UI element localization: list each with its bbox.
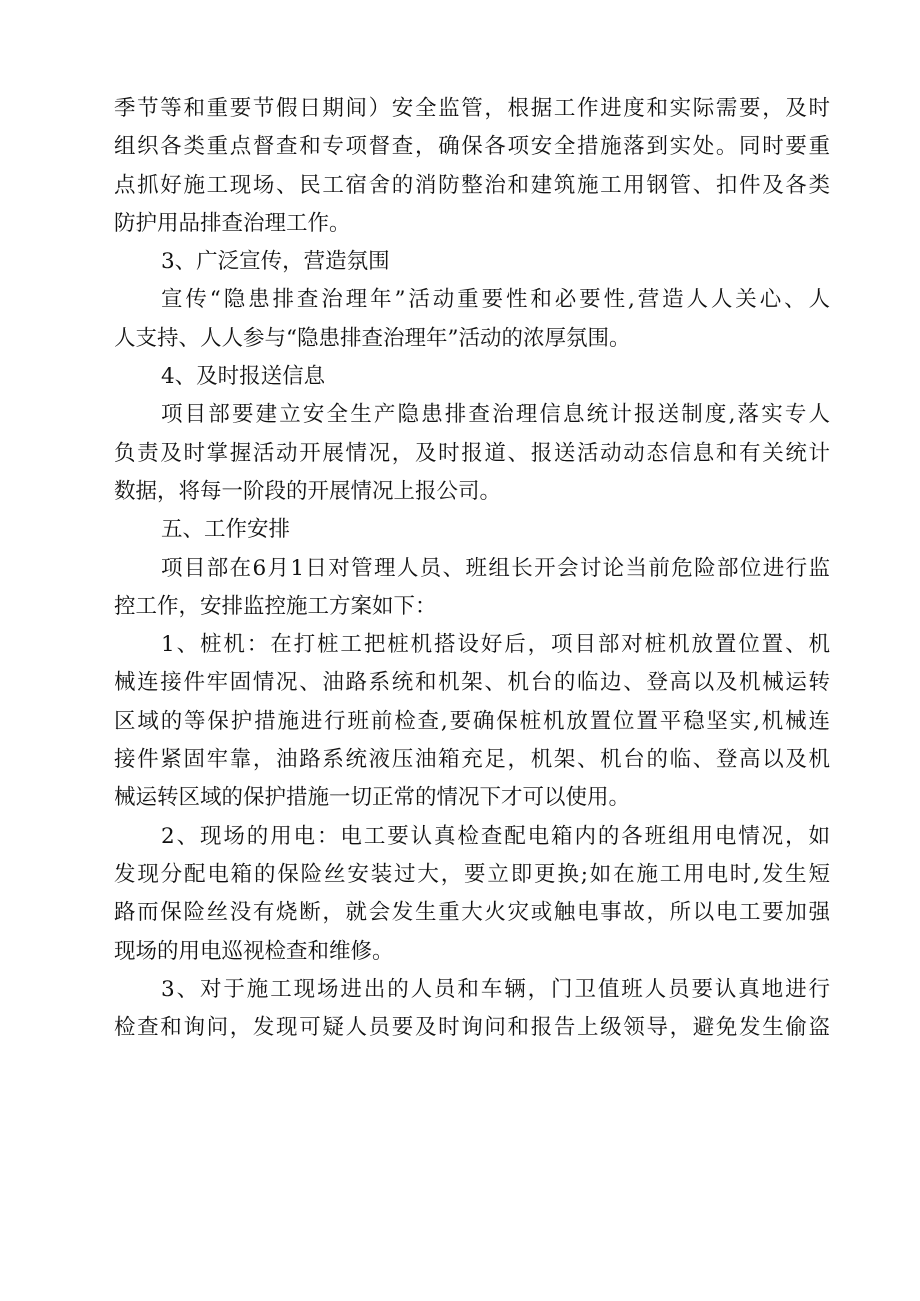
text-line: 3、广泛宣传，营造氛围 (161, 249, 390, 275)
text-line: 3、对于施工现场进出的人员和车辆，门卫值班人员要认真地进行 (161, 976, 830, 1002)
document-body (114, 90, 830, 1047)
text-line: 械运转区域的保护措施一切正常的情况下才可以使用。 (114, 785, 631, 811)
text-line: 4、及时报送信息 (161, 364, 326, 390)
text-line: 区域的等保护措施进行班前检查,要确保桩机放置位置平稳坚实,机械连 (114, 708, 830, 734)
text-line: 接件紧固牢靠，油路系统液压油箱充足，机架、机台的临、登高以及机 (114, 747, 830, 773)
text-line: 现场的用电巡视检查和维修。 (114, 938, 394, 964)
text-line: 五、工作安排 (161, 517, 291, 543)
text-line: 械连接件牢固情况、油路系统和机架、机台的临边、登高以及机械运转 (114, 670, 830, 696)
text-line: 防护用品排查治理工作。 (114, 210, 351, 236)
text-line: 数据，将每一阶段的开展情况上报公司。 (114, 478, 502, 504)
text-line: 2、现场的用电：电工要认真检查配电箱内的各班组用电情况，如 (161, 823, 830, 849)
text-line: 负责及时掌握活动开展情况，及时报道、报送活动动态信息和有关统计 (114, 440, 830, 466)
text-line: 组织各类重点督查和专项督查，确保各项安全措施落到实处。同时要重 (114, 134, 830, 160)
text-line: 季节等和重要节假日期间）安全监管，根据工作进度和实际需要，及时 (114, 96, 830, 121)
text-line: 项目部在6月1日对管理人员、班组长开会讨论当前危险部位进行监 (161, 555, 830, 581)
text-line: 点抓好施工现场、民工宿舍的消防整治和建筑施工用钢管、扣件及各类 (114, 172, 830, 198)
text-line: 路而保险丝没有烧断，就会发生重大火灾或触电事故，所以电工要加强 (114, 900, 830, 926)
text-line: 控工作，安排监控施工方案如下： (114, 593, 437, 619)
text-line: 项目部要建立安全生产隐患排查治理信息统计报送制度,落实专人 (161, 402, 830, 428)
text-line: 人支持、人人参与“隐患排查治理年”活动的浓厚氛围。 (114, 325, 631, 351)
text-line: 宣传“隐患排查治理年”活动重要性和必要性,营造人人关心、人 (161, 287, 830, 313)
text-line: 1、桩机：在打桩工把桩机搭设好后，项目部对桩机放置位置、机 (161, 632, 830, 658)
text-line: 发现分配电箱的保险丝安装过大，要立即更换;如在施工用电时,发生短 (114, 861, 830, 887)
text-line: 检查和询问，发现可疑人员要及时询问和报告上级领导，避免发生偷盗 (114, 1015, 830, 1041)
